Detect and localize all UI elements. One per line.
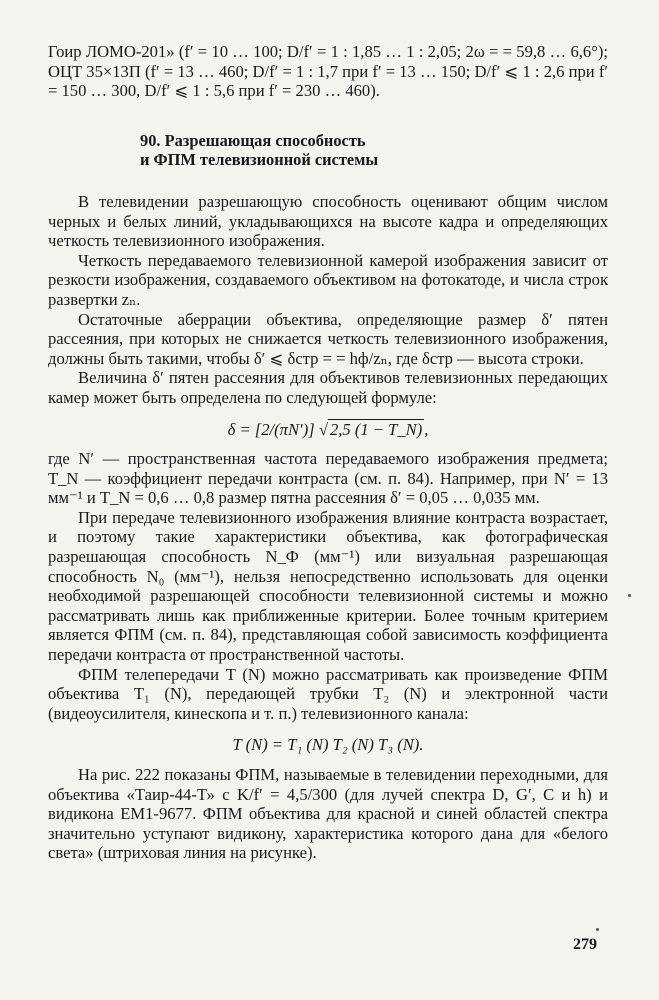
formula-fpm-product: T (N) = T₁ (N) T₂ (N) T₃ (N). bbox=[232, 735, 424, 755]
paragraph-fpm-product: ФПМ телепередачи T (N) можно рассматривать как произведение ФПМ объектива T₁ (N), передающей трубки T₂ (N) и электронной части (видеоусилителя, кинескопа и т. п.) телевизионного канала: bbox=[48, 664, 608, 723]
paragraph-contrast: При передаче телевизионного изображения влияние контраста возрастает, и поэтому такие характеристики объектива, как фотографическая разрешающая способность N_Ф (мм⁻¹) или визуальная разрешающая способность N₀ (мм⁻¹), нельзя непосредственно использовать для оценки необходимой разрешающей способности телевизионной системы и можно рассматривать лишь как приближенные критерии. Более точным критерием является ФПМ (см. п. 84), представляющая собой зависимость коэффициента передачи контраста от пространственной частоты. bbox=[48, 507, 608, 665]
section-heading-line1: 90. Разрешающая способность bbox=[140, 130, 366, 150]
paragraph-spot-size: Величина δ′ пятен рассеяния для объективов телевизионных передающих камер может быть определена по следующей формуле: bbox=[48, 368, 608, 407]
formula1-radicand: 2,5 (1 − T_N) bbox=[329, 419, 423, 439]
print-speck bbox=[596, 928, 599, 931]
intro-paragraph: Гоир ЛОМО-201» (f′ = 10 … 100; D/f′ = 1 : 1,85 … 1 : 2,05; 2ω = = 59,8 … 6,6°); ОЦТ 35×13П (f′ = 13 … 460; D/f′ = 1 : 1,7 при f′ = 13 … 150; D/f′ ⩽ 1 : 2,6 при f′ = 150 … 300, D/f′ ⩽ 1 : 5,6 при f′ = 230 … 460). bbox=[48, 42, 608, 101]
formula1-tail: , bbox=[424, 419, 429, 439]
paragraph-sharpness: Четкость передаваемого телевизионной камерой изображения зависит от резкости изображения, создаваемого объективом на фотокатоде, и числа строк развертки zₙ. bbox=[48, 250, 608, 309]
paragraph-resolution: В телевидении разрешающую способность оценивают общим числом черных и белых линий, укладывающихся на высоте кадра и определяющих четкость телевизионного изображения. bbox=[48, 191, 608, 251]
section-heading bbox=[140, 131, 608, 170]
section-heading-line2: и ФПМ телевизионной системы bbox=[140, 150, 379, 170]
page-number: 279 bbox=[573, 936, 597, 953]
formula-spot-size bbox=[48, 420, 608, 440]
print-speck bbox=[628, 594, 631, 597]
paragraph-definitions: где N′ — пространственная частота передаваемого изображения предмета; T_N — коэффициент передачи контраста (см. п. 84). Например, при N′ = 13 мм⁻¹ и T_N = 0,6 … 0,8 размер пятна рассеяния δ′ = 0,05 … 0,035 мм. bbox=[48, 449, 608, 508]
page-body bbox=[48, 42, 608, 863]
formula1-left: δ = [2/(πN′)] √ bbox=[227, 419, 328, 439]
paragraph-aberrations: Остаточные аберрации объектива, определяющие размер δ′ пятен рассеяния, при которых не снижается четкость телевизионного изображения, должны быть такими, чтобы δ′ ⩽ δстр = = hф/zₙ, где δстр — высота строки. bbox=[48, 309, 608, 368]
paragraph-figure-reference: На рис. 222 показаны ФПМ, называемые в телевидении переходными, для объектива «Таир-44-Т» с K/f′ = 4,5/300 (для лучей спектра D, G′, C и h) и видикона ЕМ1-9677. ФПМ объектива для красной и синей областей спектра значительно уступают видикону, характеристика которого дана для «белого света» (штриховая линия на рисунке). bbox=[48, 765, 608, 863]
